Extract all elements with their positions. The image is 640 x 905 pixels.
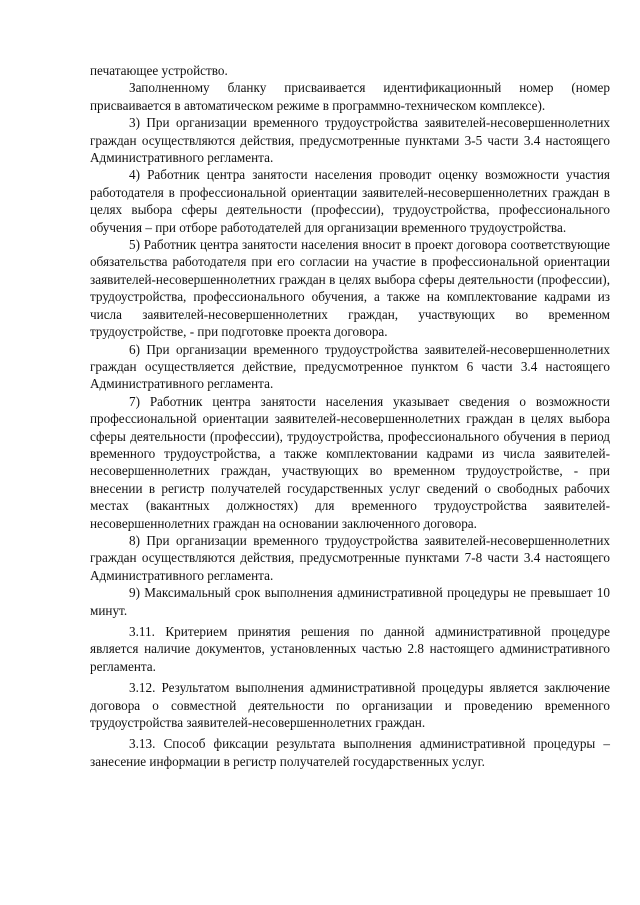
paragraph-item-8: 8) При организации временного трудоустройства заявителей-несовершеннолетних граждан осуществляются действия, предусмотренные пунктами 7-8 части 3.4 настоящего Административного регламента. [90, 532, 610, 583]
paragraph-section-3-13: 3.13. Способ фиксации результата выполнения административной процедуры – занесение информации в регистр получателей государственных услуг. [90, 736, 610, 769]
paragraph-item-9: 9) Максимальный срок выполнения административной процедуры не превышает 10 минут. [90, 585, 610, 618]
paragraph-item-7: 7) Работник центра занятости населения указывает сведения о возможности профессиональной ориентации заявителей-несовершеннолетних граждан в целях выбора сферы деятельности (профессии), трудоустройства, профессионального обучения в период временного трудоустройства, а также комплектовании кадрами из числа заявителей-несовершеннолетних граждан, участвующих во временном трудоустройстве, - при внесении в регистр получателей государственных услуг сведений о свободных рабочих местах (вакантных должностях) для временного трудоустройства заявителей-несовершеннолетних граждан на основании заключенного договора. [90, 393, 610, 531]
paragraph-item-6: 6) При организации временного трудоустройства заявителей-несовершеннолетних граждан осуществляется действие, предусмотренное пунктом 6 части 3.4 настоящего Административного регламента. [90, 341, 610, 392]
paragraph-item-4: 4) Работник центра занятости населения проводит оценку возможности участия работодателя в профессиональной ориентации заявителей-несовершеннолетних граждан в целях выбора сферы деятельности (профессии), трудоустройства, профессионального обучения – при отборе работодателей для организации временного трудоустройства. [90, 167, 610, 235]
paragraph-item-5: 5) Работник центра занятости населения вносит в проект договора соответствующие обязательства работодателя при его согласии на участие в профессиональной ориентации заявителей-несовершеннолетних граждан в целях выбора сферы деятельности (профессии), трудоустройства, профессионального обучения, а также на комплектование кадрами из числа заявителей-несовершеннолетних граждан, участвующих во временном трудоустройстве, - при подготовке проекта договора. [90, 237, 610, 340]
document-page [90, 62, 610, 770]
paragraph-continuation: печатающее устройство. [90, 63, 228, 78]
paragraph-section-3-12: 3.12. Результатом выполнения административной процедуры является заключение договора о совместной деятельности по организации и проведению временного трудоустройства заявителей-несовершеннолетних граждан. [90, 680, 610, 731]
paragraph-item-3: 3) При организации временного трудоустройства заявителей-несовершеннолетних граждан осуществляются действия, предусмотренные пунктами 3-5 части 3.4 настоящего Административного регламента. [90, 115, 610, 166]
paragraph-section-3-11: 3.11. Критерием принятия решения по данной административной процедуре является наличие документов, установленных частью 2.8 настоящего административного регламента. [90, 624, 610, 674]
paragraph-blank-number: Заполненному бланку присваивается идентификационный номер (номер присваивается в автоматическом режиме в программно-техническом комплексе). [90, 80, 610, 113]
